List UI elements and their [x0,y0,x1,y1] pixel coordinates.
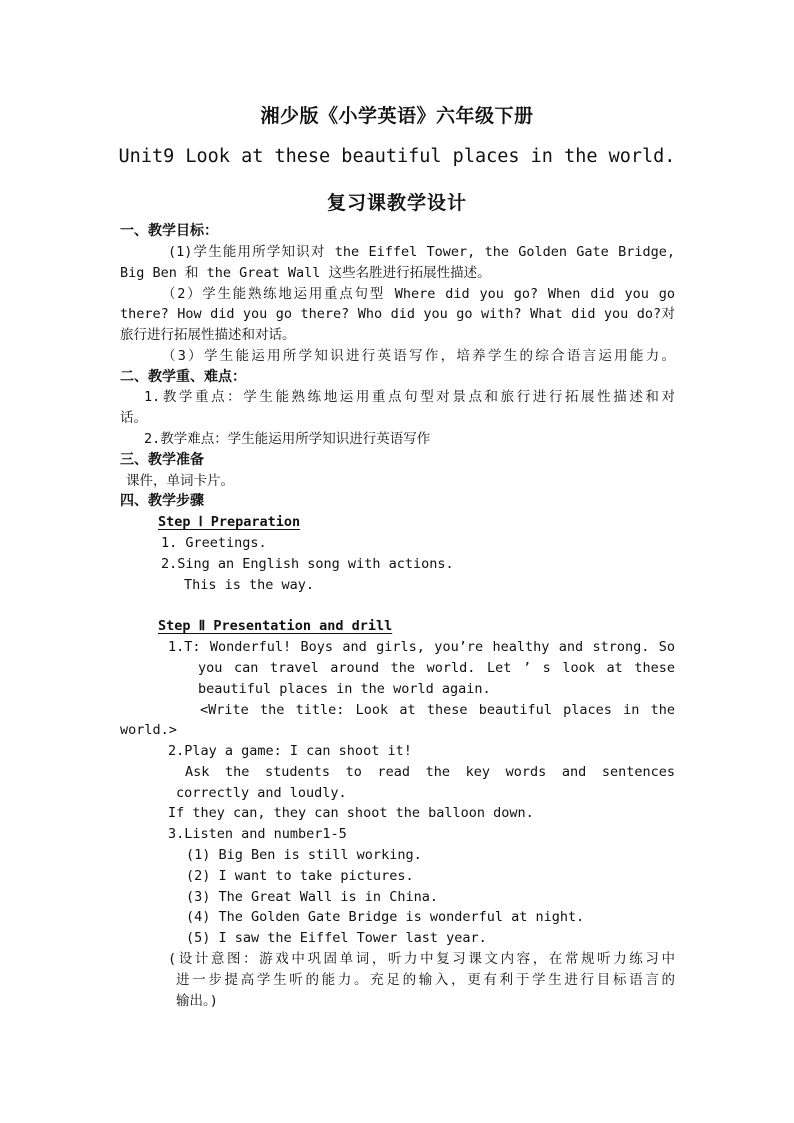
document-title: 湘少版《小学英语》六年级下册 [260,105,534,127]
step-1-item-1: 1. Greetings. [161,535,267,551]
goal-2-line-1: （2）学生能熟练地运用重点句型 Where did you go? When did you go [162,286,675,302]
step-2-b-line-3: correctly and loudly. [176,785,347,801]
section-heading-prep: 三、教学准备 [120,452,204,468]
document-subtitle: 复习课教学设计 [326,192,467,214]
goal-1-line-2: Big Ben 和 the Great Wall 这些名胜进行拓展性描述。 [120,265,491,281]
section-heading-goals: 一、教学目标： [120,223,218,239]
step-2-b-line-4: If they can, they can shoot the balloon down. [168,805,534,821]
step-1-item-2: 2.Sing an English song with actions. [161,556,454,572]
step-2-a-line-4: <Write the title: Look at these beautiful places in the [200,702,675,718]
step-2-a-line-2: you can travel around the world. Let ’ s look at these [198,660,675,676]
keypoint-2-line: 2.教学难点：学生能运用所学知识进行英语写作 [144,431,431,447]
step-2-c-heading: 3.Listen and number1-5 [168,826,347,842]
goal-2-line-3: 旅行进行拓展性描述和对话。 [120,327,296,343]
step-2-c-item-3: (3) The Great Wall is in China. [186,889,438,905]
design-intent-line-1: (设计意图：游戏中巩固单词，听力中复习课文内容，在常规听力练习中 [168,951,675,967]
step-2-b-line-2: Ask the students to read the key words and sentences [185,764,675,780]
step-2-b-line-1: 2.Play a game: I can shoot it! [168,743,412,759]
prep-text: 课件，单词卡片。 [126,473,234,489]
keypoint-1-line-1: 1.教学重点：学生能熟练地运用重点句型对景点和旅行进行拓展性描述和对 [144,389,675,405]
step-2-title: Step Ⅱ Presentation and drill [158,618,393,634]
step-2-c-item-5: (5) I saw the Eiffel Tower last year. [186,930,487,946]
step-2-c-item-1: (1) Big Ben is still working. [186,847,422,863]
step-2-a-line-5: world.> [120,722,177,738]
goal-1-line-1: (1)学生能用所学知识对 the Eiffel Tower, the Golden Gate Bridge, [168,244,675,260]
step-2-a-line-3: beautiful places in the world again. [198,681,491,697]
goal-2-line-2: there? How did you go there? Who did you go with? What did you do?对 [120,306,675,322]
step-2-c-item-2: (2) I want to take pictures. [186,868,414,884]
section-heading-steps: 四、教学步骤 [120,493,204,509]
step-1-title: Step Ⅰ Preparation [158,514,301,530]
step-2-c-item-4: (4) The Golden Gate Bridge is wonderful at night. [186,909,585,925]
step-2-a-line-1: 1.T: Wonderful! Boys and girls, you’re healthy and strong. So [168,639,675,655]
design-intent-line-2: 进一步提高学生听的能力。充足的输入，更有利于学生进行目标语言的 [176,972,675,988]
section-heading-keypoints: 二、教学重、难点： [120,369,246,385]
keypoint-1-line-2: 话。 [120,410,147,426]
design-intent-line-3: 输出。) [176,993,218,1009]
goal-3-line: （3）学生能运用所学知识进行英语写作，培养学生的综合语言运用能力。 [162,348,675,364]
unit-title: Unit9 Look at these beautiful places in the world. [118,146,676,167]
step-1-item-3: This is the way. [184,577,315,593]
